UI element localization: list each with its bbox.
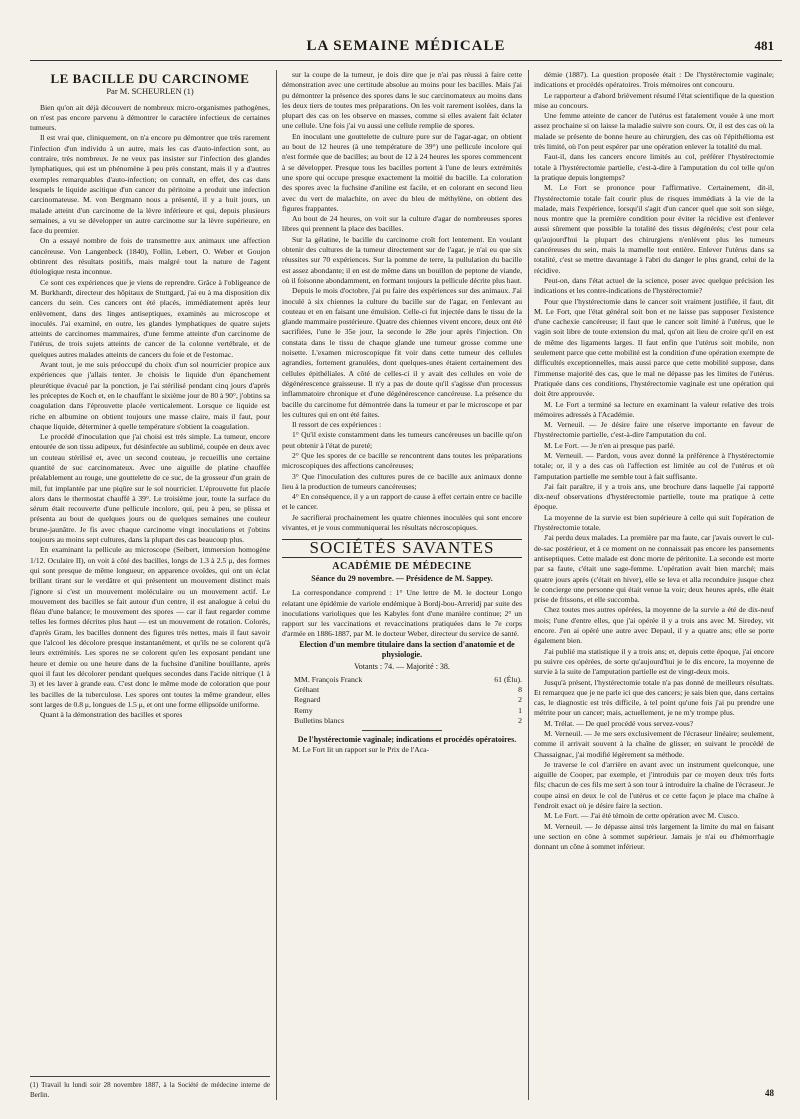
paragraph: démie (1887). La question proposée était : De l'hystérectomie vaginale; indications et procédés opératoires. Trois mémoires ont concouru. <box>534 70 774 90</box>
paragraph: Une femme atteinte de cancer de l'utérus est fatalement vouée à une mort assez prochaine si on laisse la maladie suivre son cours. Or, il est des cas où la malade se présente de bonne heure au chirurgien, des cas où l'épithélioma est très limité, où l'on peut espérer par une opération enlever la totalité du mal. <box>534 111 774 152</box>
signature-mark: 48 <box>765 1088 774 1098</box>
candidate-name: Regnard <box>294 695 321 705</box>
paragraph: Bien qu'on ait déjà découvert de nombreux micro-organismes pathogènes, on n'est pas encore parvenu à démontrer le caractère infectieux de certaines tumeurs. <box>30 102 270 133</box>
paragraph: sur la coupe de la tumeur, je dois dire que je n'ai pas réussi à faire cette démonstration avec une certitude absolue au moins pour les bacilles. Mais j'ai pu démontrer la présence des spores dans le suc carcinomateux au moins dans les deux tiers de toutes mes préparations. On les voit rarement isolées, dans la plupart des cas on les observe en masses, comme si elles avaient fait éclater une cellule. Une fois j'ai vu aussi une cellule remplie de spores. <box>282 70 522 131</box>
newspaper-page <box>30 8 782 1108</box>
paragraph: Il est vrai que, cliniquement, on n'a encore pu démontrer que très rarement l'infection d'un individu à un autre, mais les cas d'auto-infection sont, au contraire, très nombreux. Je ne veux pas insister sur l'infection des glandes lymphatiques, qui est un phénomène à peu près constant, mais il y a d'autres exemples remarquables d'auto-infection; on connaît, en effet, des cas dans lesquels le liquide ascitique d'un cancer du péritoine a produit une infection carcinomateuse. M. von Bergmann nous a présenté, il y a huit jours, un malade atteint d'un carcinome de la lèvre inférieure et qui, depuis plusieurs semaines, a vu se développer un autre carcinome sur la lèvre supérieure, en face du premier. <box>30 133 270 236</box>
paragraph: Jusqu'à présent, l'hystérectomie totale n'a pas donné de meilleurs résultats. Et remarquez que je ne parle ici que des cancers; je sais bien que, dans certains cas, le diagnostic est très difficile, à tel point qu'une fois j'ai pu prendre une métrite pour un cancer; mais, actuellement, je ne m'y trompe plus. <box>534 677 774 718</box>
header-rule <box>30 60 782 61</box>
section-title: SOCIÉTÉS SAVANTES <box>282 539 522 557</box>
paragraph: En examinant la pellicule au microscope (Seibert, immersion homogène 1/12. Oculaire II), on voit à côté des bacilles, longs de 1.3 à 2.5 μ, des formes qui sont presque de même longueur, en apparence ovoïdes, qui ont un éclat brillant tirant sur le verdâtre et qui présentent un mouvement distinct mais j'ignore si c'est un mouvement moléculaire ou un mouvement actif. Le mouvement des bacilles se fait autour d'un centre, il est analogue à celui du fléau d'une balance; le mouvement des spores — car il faut regarder comme telles les formes décrites plus haut — est un mouvement de rotation. Colorés, d'après Gram, les bacilles donnent des figures très nettes, mais il faut savoir que l'alcool les décolore presque instantanément, et qu'ils ne se colorent qu'à leurs extrémités. Les spores ne se colorent qu'en les exposant pendant une heure et demie ou une heure dans de la fuchsine d'aniline bouillante, après quoi il faut les décolorer pendant quelques secondes dans l'acide nitrique (1 à 3) et les laver à grande eau. C'est donc le même mode de coloration que pour les bacilles de la tuberculose. Les spores ont toutes la même grandeur, elles sont larges de 0.8 μ, longues de 1.5 μ, et ont une forme ellipsoïde uniforme. <box>30 545 270 709</box>
paragraph: M. Verneuil. — Je désire faire une réserve importante en faveur de l'hystérectomie partielle, c'est-à-dire l'amputation du col. <box>534 420 774 440</box>
journal-title: LA SEMAINE MÉDICALE <box>306 38 506 54</box>
vote-count: 1 <box>518 705 522 715</box>
paragraph: Le rapporteur a d'abord brièvement résumé l'état scientifique de la question mise au concours. <box>534 90 774 110</box>
column-1 <box>30 70 270 1100</box>
paragraph: 4° En conséquence, il y a un rapport de cause à effet certain entre ce bacille et le cancer. <box>282 492 522 512</box>
paragraph: Quant à la démonstration des bacilles et spores <box>40 710 183 720</box>
paragraph: Il ressort de ces expériences : <box>292 420 382 430</box>
paragraph: 1° Qu'il existe constamment dans les tumeurs cancéreuses un bacille qu'on peut obtenir à l'état de pureté; <box>282 430 522 450</box>
vote-row <box>282 706 522 716</box>
vote-row <box>282 675 522 685</box>
candidate-name: Gréhant <box>294 684 320 694</box>
column-divider <box>276 70 277 1100</box>
paragraph: M. Verneuil. — Je dépasse ainsi très largement la limite du mal en faisant une section en cône à sommet supérieur. Jamais je n'ai eu d'hémorrhagie donnant un cône à sommet inférieur. <box>534 821 774 852</box>
correspondance-paragraph: La correspondance comprend : 1° Une lettre de M. le docteur Longo relatant une épidémie de variole endémique à Bordj-bou-Arreridj par suite des inoculations varioliques que les Kabyles font d'une manière continue; 2° un rapport sur les vaccinations et revaccinations pratiquées dans le 7e corps d'armée en 1886-1887, par M. le docteur Weber, directeur du service de santé. <box>282 588 522 639</box>
running-head <box>30 38 782 56</box>
paragraph: On a essayé nombre de fois de transmettre aux animaux une affection cancéreuse. Von Langenbeck (1840), Follin, Lebert, O. Weber et Goujon obtinrent des résultats positifs, mais malgré tout la nature de l'agent étiologique resta inconnue. <box>30 236 270 277</box>
paragraph: Le procédé d'inoculation que j'ai choisi est très simple. La tumeur, encore entourée de son tissu adipeux, fut désinfectée au sublimé, coupée en deux avec un couteau stérilisé et, avec un second couteau, je recueillis une certaine quantité de suc carcinomateux. Avec une aiguille de platine chauffée préalablement au rouge, une gouttelette de ce suc, de la grosseur d'un grain de mil, fut implantée par une piqûre sur le sol nourricier. L'éprouvette fut placée alors dans le thermostat chauffé à 39°. Le troisième jour, toute la surface du sérum était recouverte d'une pellicule incolore, qui, peu à peu, se plissa et présenta au bout de quelques jours ou de quelques semaines une couleur brune-jaunâtre. Je fis avec chaque carcinome vingt inoculations et j'obtins toujours au moins sept cultures, dans la plupart des cas beaucoup plus. <box>30 432 270 545</box>
short-rule <box>362 730 442 731</box>
paragraph: M. Verneuil. — Pardon, vous avez donné la préférence à l'hystérectomie totale; or, il y a des cas où l'affection est limitée au col de l'utérus et où l'amputation partielle me semble tout à fait suffisante. <box>534 450 774 481</box>
vote-count: 8 <box>518 684 522 694</box>
vote-count: 61 (Élu). <box>494 674 522 684</box>
vote-row <box>282 685 522 695</box>
paragraph: M. Le Fort lit un rapport sur le Prix de l'Aca- <box>292 745 429 755</box>
paragraph: M. Le Fort. — J'ai été témoin de cette opération avec M. Cusco. <box>544 811 739 821</box>
candidate-name: Remy <box>294 705 313 715</box>
candidate-name: Bulletins blancs <box>294 715 345 725</box>
election-heading: Election d'un membre titulaire dans la section d'anatomie et de physiologie. <box>299 639 515 660</box>
paragraph: Chez toutes mes autres opérées, la moyenne de la survie a été de dix-neuf mois; l'une d'entre elles, que j'ai opérée il y a trois ans avec M. Siredey, vit encore. J'en ai opéré une autre avec Depaul, il y a quatre ans; elle se porte également bien. <box>534 605 774 646</box>
paragraph: Ce sont ces expériences que je viens de reprendre. Grâce à l'obligeance de M. Burkhardt, directeur des hôpitaux de Stuttgard, j'ai eu à ma disposition dix cancers du sein. Ces cancers ont été placés, immédiatement après leur enlèvement, dans des linges antiseptiques, examinés au microscope et inoculés. J'ai examiné, en outre, les glandes lymphatiques de quatre sujets atteints de carcinomes mammaires, d'une femme atteinte d'un carcinome de l'utérus, de trois sujets atteints de cancer de la colonne vertébrale, et de quelques autres malades atteints de cancers du foie et de l'estomac. <box>30 277 270 359</box>
academy-heading: ACADÉMIE DE MÉDECINE <box>332 560 472 572</box>
vote-count: 2 <box>518 695 522 705</box>
page-number: 481 <box>754 38 774 53</box>
paragraph: Au bout de 24 heures, on voit sur la culture d'agar de nombreuses spores libres qui prennent la place des bacilles. <box>282 214 522 234</box>
votes-summary: Votants : 74. — Majorité : 38. <box>354 662 450 672</box>
paragraph: Je sacrifierai prochainement les quatre chiennes inoculées qui sont encore vivantes, et je vous communiquerai les résultats nécroscopiques. <box>282 512 522 533</box>
candidate-name: MM. François Franck <box>294 674 363 684</box>
session-line: Séance du 29 novembre. — Présidence de M. Sappey. <box>311 573 493 583</box>
paragraph: J'ai fait paraître, il y a trois ans, une brochure dans laquelle j'ai rapporté dix-neuf observations d'hystérectomie partielle, toute ma pratique à cette époque. <box>534 481 774 512</box>
paragraph: 2° Que les spores de ce bacille se rencontrent dans toutes les préparations microscopiques des affections cancéreuses; <box>282 450 522 471</box>
vote-row <box>282 716 522 726</box>
column-2 <box>282 70 522 1100</box>
paragraph: M. Le Fort. — Je n'en ai presque pas parlé. <box>544 440 675 450</box>
paragraph: J'ai perdu deux malades. La première par ma faute, car j'avais ouvert le cul-de-sac postérieur, et à ce moment on ne connaissait pas encore les pansements antiseptiques. Cette malade est donc morte de péritonite. La seconde est morte par sa faute, c'était une sage-femme. L'opération avait bien marché; mais quatre jours après (c'était en hiver), elle se leva et alla reconduire jusque chez le concierge une personne qui était venue la voir; deux heures après, elle était prise de frissons, et elle succomba. <box>534 533 774 605</box>
paragraph: Avant tout, je me suis préoccupé du choix d'un sol nourricier propice aux expériences que j'allais tenter. Je choisis le liquide d'un épanchement pleurétique évacué par la ponction, je l'ai stérilisé pendant cinq jours d'après les préceptes de Koch et, en le chauffant le sixième jour de 80 à 90°, j'obtins sa coagulation dans l'éprouvette placée verticalement. Lorsque ce liquide est riche en albumine on obtient toujours une masse claire, mais il faut, pour chaque liquide, déterminer à quelle température s'obtient la coagulation. <box>30 360 270 431</box>
paragraph: M. Trélat. — De quel procédé vous servez-vous? <box>544 718 694 728</box>
vote-count: 2 <box>518 715 522 725</box>
article-title: LE BACILLE DU CARCINOME <box>50 71 250 86</box>
column-3 <box>534 70 774 1100</box>
hysterectomy-heading: De l'hystérectomie vaginale; indications et procédés opératoires. <box>297 735 517 745</box>
paragraph: M. Le Fort a terminé sa lecture en examinant la valeur relative des trois mémoires adressés à l'Académie. <box>534 399 774 419</box>
paragraph: J'ai publié ma statistique il y a trois ans; et, depuis cette époque, j'ai encore pu suivre ces opérées, de sorte qu'aujourd'hui je le dis encore, la moyenne de survie à la suite de l'amputation partielle est de vingt-deux mois. <box>534 646 774 677</box>
paragraph: Faut-il, dans les cancers encore limités au col, préférer l'hystérectomie totale à l'hystérectomie partielle, c'est-à-dire à l'amputation du col telle qu'on la pratique depuis longtemps? <box>534 152 774 182</box>
paragraph: Depuis le mois d'octobre, j'ai pu faire des expériences sur des animaux. J'ai inoculé à six chiennes la culture du bacille sur de l'agar, en l'enlevant au couteau et en en faisant une émulsion. Celle-ci fut injectée dans le tissu de la glande mammaire postérieure. Quatre des chiennes vivent encore, deux ont été sacrifiées, l'une le 35e jour, la seconde le 28e jour après l'injection. On constata dans le tissu de chaque glande une tumeur grosse comme une noisette. L'examen microscopique fit voir dans cette tumeur des cellules agrandies, fortement granulées, dont quelques-unes étaient certainement des cellules épithéliales. A côté de celles-ci il y avait des cellules en voie de dégénérescence graisseuse. Il n'y a pas de doute qu'il s'agisse d'un processus inflammatoire chronique et d'une dégénérescence cancéreuse. La présence du bacille du carcinome fut démontrée dans la tumeur et par le microscope et par les cultures qui en ont été faites. <box>282 286 522 419</box>
paragraph: Peut-on, dans l'état actuel de la science, poser avec quelque précision les indications et les contre-indications de l'hystérectomie? <box>534 275 774 296</box>
article-byline: Par M. SCHEURLEN (1) <box>106 86 194 97</box>
paragraph: Pour que l'hystérectomie dans le cancer soit vraiment justifiée, il faut, dit M. Le Fort, que l'état général soit bon et ne laisse pas supposer l'existence d'une cachexie cancéreuse; il faut que le cancer soit limité à l'utérus, que le vagin soit libre de toute extension du mal, qu'on ait lieu de croire qu'il en est de même des ligaments larges. Il faut enfin que l'utérus soit mobile, non seulement parce que cette mobilité est la condition d'une opération exempte de difficultés exceptionnelles, mais aussi parce que cette mobilité suppose, dans l'immense majorité des cas, que le mal ne dépasse pas les limites de l'utérus. Pratiquée dans ces conditions, l'hystérectomie vaginale est une opération qui doit être approuvée. <box>534 296 774 399</box>
paragraph: La moyenne de la survie est bien supérieure à celle qui suit l'opération de l'hystérectomie totale. <box>534 512 774 533</box>
paragraph: M. Verneuil. — Je me sers exclusivement de l'écraseur linéaire; seulement, comme il arrivait souvent à la chaîne de glisser, en suivant le procédé de Chassaignac, j'ai modifié légèrement sa méthode. <box>534 729 774 759</box>
paragraph: M. Le Fort se prononce pour l'affirmative. Certainement, dit-il, l'hystérectomie totale fait courir plus de risques immédiats à la vie de la malade, mais l'expérience, lorsqu'il s'agit d'un cancer quel que soit son siège, nous montre que la première condition pour éviter la récidive est d'enlever aussi sûrement que possible la totalité des tissus dégénérés; c'est pour cela qu'aujourd'hui la plupart des chirurgiens n'enlèvent plus les tumeurs cancéreuses du sein, mais la mamelle tout entière. Enlever l'utérus dans sa totalité, c'est se mettre davantage à l'abri du danger le plus grand, celui de la récidive. <box>534 183 774 275</box>
paragraph: En inoculant une gouttelette de culture pure sur de l'agar-agar, on obtient au bout de 12 heures (à une température de 39°) une pellicule incolore qui n'est formée que de bacilles; au bout de 12 à 24 heures les spores commencent à se développer. Presque tous les bacilles portent à l'une de leurs extrémités une spore qui occupe presque exactement la moitié du bacille. La coloration des spores avec la fuchsine d'aniline est facile, et en colorant en second lieu avec du vert de malachite, on avec du bleu de méthylène, on obtient des figures frappantes. <box>282 131 522 213</box>
vote-row <box>282 695 522 705</box>
footnote: (1) Travail lu lundi soir 28 novembre 1887, à la Société de médecine interne de Berlin. <box>30 1076 270 1100</box>
paragraph: 3° Que l'inoculation des cultures pures de ce bacille aux animaux donne lieu à la production de tumeurs cancéreuses; <box>282 471 522 491</box>
column-divider <box>528 70 529 1100</box>
paragraph: Je traverse le col d'arrière en avant avec un instrument quelconque, une aiguille de Cooper, par exemple, et j'introduis par ce moyen deux très forts fils; chacun de ces fils me sert à son tour à introduire la chaîne de l'écraseur. Je coupe ainsi en deux le col de l'utérus et ce cette façon je place ma chaîne à l'endroit exact où je désire faire la section. <box>534 759 774 811</box>
paragraph: Sur la gélatine, le bacille du carcinome croît fort lentement. En voulant obtenir des cultures de la tumeur directement sur de l'agar, je n'ai eu que six réussites sur 70 expériences. Sur la pomme de terre, la pullulation du bacille est assez abondante; il en est de même dans un bouillon de peptone de viande, où il foisonne abondamment, en formant toujours la pellicule décrite plus haut. <box>282 234 522 285</box>
